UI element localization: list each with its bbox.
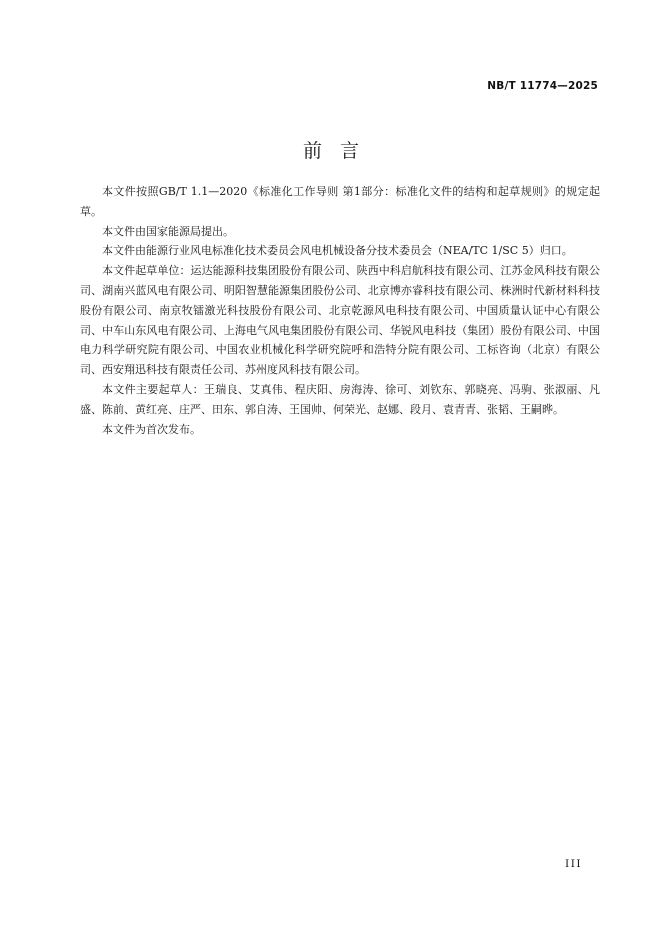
paragraph-drafters: 本文件主要起草人：王瑞良、艾真伟、程庆阳、房海涛、徐可、刘钦东、郭晓亮、冯驹、张淑丽、凡盛、陈前、黄红亮、庄严、田东、郭自涛、王国帅、何荣光、赵娜、段月、袁青青、张韬、王嗣晔。 bbox=[80, 382, 600, 416]
paragraph-proposer: 本文件由国家能源局提出。 bbox=[102, 224, 234, 238]
paragraph-technical-committee: 本文件由能源行业风电标准化技术委员会风电机械设备分技术委员会（NEA/TC 1/SC 5）归口。 bbox=[102, 244, 573, 258]
paragraph-drafting-rules: 本文件按照GB/T 1.1—2020《标准化工作导则 第1部分：标准化文件的结构和起草规则》的规定起草。 bbox=[80, 185, 600, 218]
page-number: III bbox=[565, 858, 582, 870]
page-title: 前言 bbox=[302, 140, 377, 162]
paragraph-drafting-units: 本文件起草单位：运达能源科技集团股份有限公司、陕西中科启航科技有限公司、江苏金风科技有限公司、湖南兴蓝风电有限公司、明阳智慧能源集团股份公司、北京博亦睿科技有限公司、株洲时代新材料科技股份有限公司、南京牧镭激光科技股份有限公司、北京乾源风电科技有限公司、中国质量认证中心有限公司、中车山东风电有限公司、上海电气风电集团股份有限公司、华锐风电科技（集团）股份有限公司、中国电力科学研究院有限公司、中国农业机械化科学研究院呼和浩特分院有限公司、工标咨询（北京）有限公司、西安翔迅科技有限责任公司、苏州度风科技有限公司。 bbox=[80, 264, 600, 377]
paragraph-first-release: 本文件为首次发布。 bbox=[102, 422, 201, 436]
document-number: NB/T 11774—2025 bbox=[487, 80, 598, 92]
foreword-body bbox=[80, 182, 600, 439]
